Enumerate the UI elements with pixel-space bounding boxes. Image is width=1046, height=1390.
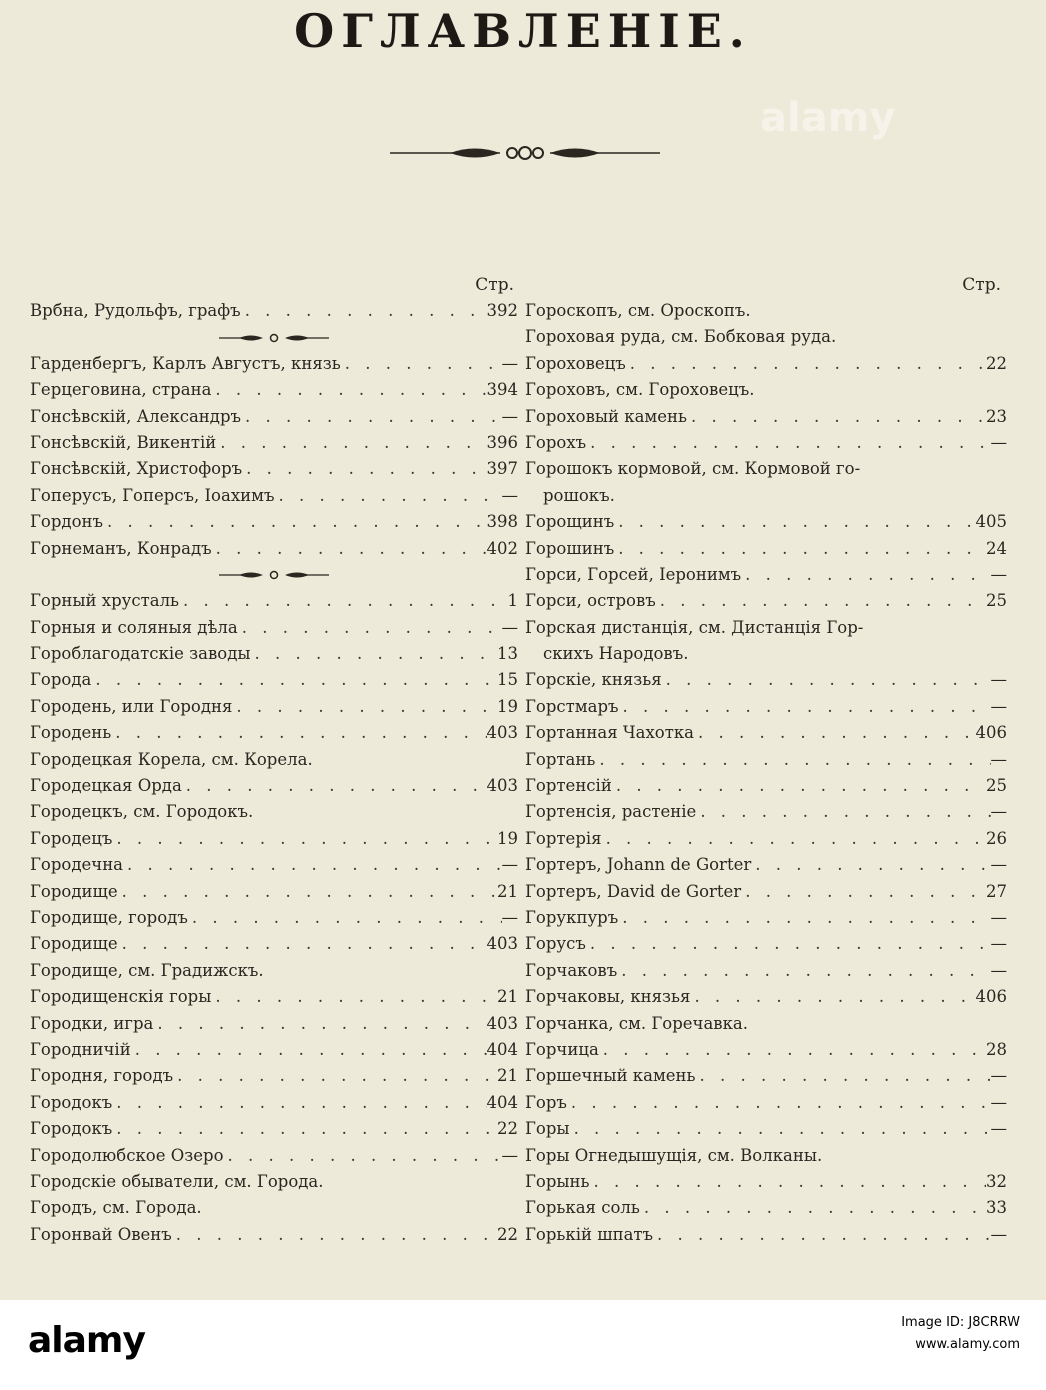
- toc-entry: [525, 1037, 1007, 1063]
- toc-entry-title: Горонвай Овенъ: [30, 1224, 172, 1244]
- dot-leader: [567, 1090, 991, 1116]
- toc-entry-title: Горукпуръ: [525, 907, 619, 927]
- toc-entry: [525, 1195, 1007, 1221]
- toc-entry: [525, 588, 1007, 614]
- toc-entry-title: Горскіе, князья: [525, 670, 662, 690]
- toc-entry: [30, 1116, 518, 1142]
- toc-entry-page: 13: [497, 644, 518, 664]
- toc-entry: [525, 773, 1007, 799]
- toc-entry-page: 32: [986, 1171, 1007, 1191]
- toc-entry-title: Горы: [525, 1119, 570, 1139]
- toc-entry-page: 403: [486, 723, 518, 743]
- toc-entry-title: Горощинъ: [525, 512, 615, 532]
- toc-entry-title: Гортенсій: [525, 776, 612, 796]
- toc-entry: [525, 1011, 1007, 1037]
- toc-entry-title: Горохъ: [525, 432, 587, 452]
- dot-leader: [111, 720, 486, 746]
- toc-entry-page: —: [501, 353, 518, 373]
- dot-leader: [172, 1222, 497, 1248]
- toc-left-list: [30, 298, 518, 1248]
- toc-entry: [30, 641, 518, 667]
- toc-entry: [30, 799, 518, 825]
- toc-entry-page: 26: [986, 828, 1007, 848]
- footer-url: www.alamy.com: [915, 1337, 1020, 1352]
- toc-entry-page: —: [990, 855, 1007, 875]
- dot-leader: [751, 852, 990, 878]
- toc-entry: [30, 1143, 518, 1169]
- dot-leader: [179, 588, 502, 614]
- dot-leader: [656, 588, 986, 614]
- dot-leader: [112, 826, 497, 852]
- dot-leader: [242, 456, 486, 482]
- dot-leader: [153, 1011, 486, 1037]
- toc-entry: [30, 298, 518, 324]
- toc-entry-title: Горный хрусталь: [30, 591, 180, 611]
- toc-entry: [525, 958, 1007, 984]
- toc-entry-page: —: [990, 1092, 1007, 1112]
- toc-entry-page: —: [501, 907, 518, 927]
- toc-entry: [525, 799, 1007, 825]
- toc-entry-title: Гороховый камень: [525, 406, 687, 426]
- toc-entry-page: 392: [486, 301, 518, 320]
- image-id: Image ID: J8CRRW: [901, 1315, 1020, 1330]
- toc-entry-page: 22: [497, 1119, 518, 1139]
- dot-leader: [741, 879, 986, 905]
- dot-leader: [694, 720, 976, 746]
- toc-entry-title: Городолюбское Озеро: [30, 1145, 224, 1165]
- toc-entry-page: —: [501, 406, 518, 426]
- dot-leader: [618, 905, 990, 931]
- toc-entry-title: Городокъ: [30, 1092, 113, 1112]
- toc-entry-title: Гороховецъ: [525, 353, 626, 373]
- toc-entry-page: 19: [497, 696, 518, 716]
- toc-entry-page: 19: [497, 828, 518, 848]
- toc-entry: [525, 1063, 1007, 1089]
- toc-entry-page: —: [990, 1119, 1007, 1139]
- toc-entry: [30, 1063, 518, 1089]
- toc-entry: [30, 694, 518, 720]
- toc-entry-page: 396: [486, 432, 518, 452]
- dot-leader: [595, 747, 990, 773]
- dot-leader: [241, 298, 487, 324]
- toc-entry-page: —: [501, 485, 518, 505]
- toc-entry: [525, 747, 1007, 773]
- toc-entry-page: 23: [986, 406, 1007, 426]
- dot-leader: [118, 879, 497, 905]
- toc-entry: [525, 852, 1007, 878]
- toc-entry-page: —: [990, 907, 1007, 927]
- toc-entry-title: Горькій шпатъ: [525, 1224, 654, 1244]
- toc-entry-title: Гортанная Чахотка: [525, 723, 694, 743]
- toc-entry-title: Горси, Горсей, Іеронимъ: [525, 564, 742, 584]
- toc-entry-page: 402: [486, 538, 518, 558]
- toc-entry: [30, 958, 518, 984]
- dot-leader: [696, 1063, 991, 1089]
- toc-entry-title: скихъ Народовъ.: [543, 644, 689, 664]
- toc-entry-title: Горская дистанція, см. Дистанція Гор-: [525, 617, 864, 637]
- watermark-text: alamy: [760, 95, 896, 141]
- toc-entry-title: Гортеръ, David de Gorter: [525, 881, 742, 901]
- dot-leader: [251, 641, 497, 667]
- toc-entry-title: Городечна: [30, 855, 124, 875]
- toc-entry: [30, 615, 518, 641]
- toc-entry-page: 1: [507, 591, 518, 611]
- dot-leader: [131, 1037, 487, 1063]
- dot-leader: [123, 852, 501, 878]
- toc-entry: [30, 430, 518, 456]
- toc-entry-title: рошокъ.: [543, 485, 615, 505]
- toc-entry-title: Горси, островъ: [525, 591, 656, 611]
- toc-entry: [30, 773, 518, 799]
- toc-entry-page: 15: [497, 670, 518, 690]
- toc-entry-title: Гороховая руда, см. Бобковая руда.: [525, 327, 837, 347]
- dot-leader: [570, 1116, 991, 1142]
- dot-leader: [216, 430, 486, 456]
- dot-leader: [118, 931, 487, 957]
- toc-entry: [30, 747, 518, 773]
- toc-entry: [30, 720, 518, 746]
- toc-entry-page: 21: [497, 881, 518, 901]
- toc-entry-title: Гортенсія, растеніе: [525, 802, 697, 822]
- toc-entry-title: Горынь: [525, 1171, 590, 1191]
- toc-entry: [525, 562, 1007, 588]
- toc-entry-page: —: [990, 749, 1007, 769]
- dot-leader: [211, 984, 497, 1010]
- toc-entry-title: Горшечный камень: [525, 1066, 696, 1086]
- dot-leader: [238, 615, 502, 641]
- toc-entry-page: —: [990, 934, 1007, 954]
- toc-entry-page: —: [990, 1066, 1007, 1086]
- toc-entry-page: —: [990, 802, 1007, 822]
- toc-entry-title: Городецкая Корела, см. Корела.: [30, 749, 313, 769]
- toc-entry-page: 24: [986, 538, 1007, 558]
- toc-entry: [525, 1169, 1007, 1195]
- toc-entry-page: 394: [486, 380, 518, 400]
- toc-entry-title: Гонсѣвскій, Христофоръ: [30, 459, 243, 479]
- dot-leader: [188, 905, 502, 931]
- toc-entry: [525, 931, 1007, 957]
- dot-leader: [612, 773, 986, 799]
- toc-entry-title: Горошокъ кормовой, см. Кормовой го-: [525, 459, 861, 479]
- toc-entry-title: Гордонъ: [30, 512, 104, 532]
- stock-footer: [0, 1300, 1046, 1390]
- toc-entry: [30, 404, 518, 430]
- dot-leader: [112, 1090, 486, 1116]
- toc-entry: [30, 852, 518, 878]
- toc-entry: [30, 879, 518, 905]
- toc-entry-page: 22: [986, 353, 1007, 373]
- toc-entry: [525, 615, 1007, 641]
- toc-entry-title: Городъ, см. Города.: [30, 1198, 202, 1218]
- toc-entry-page: 406: [975, 723, 1007, 743]
- toc-entry-title: Гоперусъ, Гоперсъ, Іоахимъ: [30, 485, 275, 505]
- section-divider-icon: [30, 562, 518, 588]
- page-title: ОГЛАВЛЕНІЕ.: [294, 4, 752, 58]
- toc-entry-title: Герцеговина, страна: [30, 380, 212, 400]
- dot-leader: [599, 1037, 986, 1063]
- toc-entry-title: Горъ: [525, 1092, 567, 1112]
- toc-entry-title: Гонсѣвскій, Александръ: [30, 406, 242, 426]
- toc-entry: [30, 1222, 518, 1248]
- toc-entry: [30, 667, 518, 693]
- toc-entry: [525, 1090, 1007, 1116]
- toc-entry-title: Горусъ: [525, 934, 586, 954]
- toc-entry-page: 404: [486, 1039, 518, 1059]
- toc-entry: [30, 1169, 518, 1195]
- toc-entry-title: Гортань: [525, 749, 596, 769]
- toc-entry: [525, 430, 1007, 456]
- toc-entry-page: 28: [986, 1039, 1007, 1059]
- toc-entry-title: Городище: [30, 881, 118, 901]
- toc-entry: [30, 351, 518, 377]
- toc-entry-page: 27: [986, 881, 1007, 901]
- toc-entry: [525, 1222, 1007, 1248]
- dot-leader: [103, 509, 486, 535]
- toc-entry-page: —: [990, 432, 1007, 452]
- toc-entry-title: Городничій: [30, 1039, 131, 1059]
- toc-entry-title: Городокъ: [30, 1119, 113, 1139]
- dot-leader: [590, 1169, 986, 1195]
- dot-leader: [212, 536, 487, 562]
- toc-entry-page: 25: [986, 591, 1007, 611]
- toc-entry-title: Городищенскія горы: [30, 987, 212, 1007]
- toc-entry-page: —: [990, 1224, 1007, 1244]
- toc-entry-title: Городецкъ, см. Городокъ.: [30, 802, 254, 822]
- toc-entry: [525, 879, 1007, 905]
- toc-right-column: [525, 272, 1007, 1248]
- dot-leader: [91, 667, 497, 693]
- toc-entry: [30, 1090, 518, 1116]
- footer-info: [901, 1312, 1020, 1356]
- dot-leader: [274, 483, 501, 509]
- dot-leader: [586, 430, 990, 456]
- toc-entry: [525, 667, 1007, 693]
- toc-entry-title: Городень: [30, 723, 112, 743]
- toc-entry: [525, 483, 1007, 509]
- toc-entry: [30, 905, 518, 931]
- toc-entry: [525, 641, 1007, 667]
- toc-entry: [525, 324, 1007, 350]
- toc-entry-title: Городень, или Городня: [30, 696, 233, 716]
- toc-entry-page: —: [990, 670, 1007, 690]
- toc-entry-page: 397: [486, 459, 518, 479]
- toc-entry-title: Городки, игра: [30, 1013, 154, 1033]
- toc-entry-page: 22: [497, 1224, 518, 1244]
- toc-entry: [30, 509, 518, 535]
- toc-entry: [525, 984, 1007, 1010]
- toc-entry-title: Гарденбергъ, Карлъ Августъ, князь: [30, 353, 341, 373]
- section-divider-icon: [30, 324, 518, 350]
- dot-leader: [241, 404, 501, 430]
- toc-entry-title: Гороскопъ, см. Ороскопъ.: [525, 301, 751, 320]
- toc-entry-title: Городище, городъ: [30, 907, 188, 927]
- dot-leader: [232, 694, 497, 720]
- dot-leader: [619, 694, 991, 720]
- toc-entry-title: Горькая соль: [525, 1198, 640, 1218]
- toc-entry-title: Гороблагодатскіе заводы: [30, 644, 251, 664]
- toc-left-column: [30, 272, 518, 1248]
- toc-entry-page: —: [501, 617, 518, 637]
- toc-entry: [525, 351, 1007, 377]
- page-column-header: Стр.: [475, 275, 514, 295]
- toc-entry-title: Горошинъ: [525, 538, 615, 558]
- dot-leader: [653, 1222, 990, 1248]
- toc-entry-title: Горчанка, см. Горечавка.: [525, 1013, 748, 1033]
- toc-entry-page: 403: [486, 1013, 518, 1033]
- toc-entry-title: Горнеманъ, Конрадъ: [30, 538, 212, 558]
- dot-leader: [112, 1116, 497, 1142]
- toc-entry: [30, 1037, 518, 1063]
- toc-entry-title: Городище: [30, 934, 118, 954]
- toc-entry: [30, 483, 518, 509]
- dot-leader: [602, 826, 986, 852]
- toc-entry-title: Горчица: [525, 1039, 599, 1059]
- toc-entry-page: 403: [486, 776, 518, 796]
- toc-entry-page: 25: [986, 776, 1007, 796]
- toc-entry-page: 398: [486, 512, 518, 532]
- toc-entry-title: Горчаковъ: [525, 960, 618, 980]
- dot-leader: [586, 931, 991, 957]
- toc-entry-title: Горстмаръ: [525, 696, 619, 716]
- dot-leader: [662, 667, 991, 693]
- toc-entry-title: Горныя и соляныя дѣла: [30, 617, 238, 637]
- toc-entry-title: Гортеръ, Johann de Gorter: [525, 855, 752, 875]
- toc-entry-title: Горы Огнедышущія, см. Волканы.: [525, 1145, 823, 1165]
- toc-entry-title: Городецкая Орда: [30, 776, 182, 796]
- toc-entry-title: Городня, городъ: [30, 1066, 174, 1086]
- toc-entry: [525, 1143, 1007, 1169]
- toc-entry-page: —: [501, 1145, 518, 1165]
- toc-entry-title: Гонсѣвскій, Викентій: [30, 432, 217, 452]
- toc-entry-title: Горчаковы, князья: [525, 987, 691, 1007]
- toc-entry: [30, 588, 518, 614]
- toc-entry-page: 404: [486, 1092, 518, 1112]
- toc-right-list: [525, 298, 1007, 1248]
- dot-leader: [211, 377, 486, 403]
- toc-entry-page: 21: [497, 987, 518, 1007]
- toc-entry: [525, 694, 1007, 720]
- toc-entry-page: —: [990, 960, 1007, 980]
- toc-entry: [525, 1116, 1007, 1142]
- toc-entry-page: 33: [986, 1198, 1007, 1218]
- toc-entry-page: —: [990, 696, 1007, 716]
- toc-entry: [525, 826, 1007, 852]
- toc-entry: [525, 720, 1007, 746]
- page-column-header: Стр.: [962, 275, 1001, 295]
- dot-leader: [614, 509, 975, 535]
- toc-entry: [525, 298, 1007, 324]
- dot-leader: [626, 351, 986, 377]
- toc-entry: [30, 1195, 518, 1221]
- toc-entry: [525, 509, 1007, 535]
- dot-leader: [182, 773, 487, 799]
- toc-entry-page: 21: [497, 1066, 518, 1086]
- toc-entry-title: Гороховъ, см. Гороховецъ.: [525, 380, 755, 400]
- toc-entry-title: Городскіе обыватели, см. Города.: [30, 1171, 324, 1191]
- toc-entry: [30, 456, 518, 482]
- toc-entry-title: Города: [30, 670, 92, 690]
- toc-entry-title: Врбна, Рудольфъ, графъ: [30, 301, 241, 320]
- dot-leader: [687, 404, 986, 430]
- alamy-logo: alamy: [28, 1320, 145, 1361]
- toc-entry: [30, 536, 518, 562]
- dot-leader: [617, 958, 990, 984]
- toc-entry-page: —: [990, 564, 1007, 584]
- ornament-divider-icon: [390, 140, 660, 166]
- dot-leader: [690, 984, 975, 1010]
- toc-entry: [525, 536, 1007, 562]
- dot-leader: [696, 799, 990, 825]
- toc-entry: [30, 984, 518, 1010]
- dot-leader: [341, 351, 502, 377]
- toc-entry-title: Городецъ: [30, 828, 113, 848]
- toc-entry-page: —: [501, 855, 518, 875]
- toc-entry: [525, 456, 1007, 482]
- toc-entry: [30, 931, 518, 957]
- dot-leader: [640, 1195, 986, 1221]
- toc-entry: [30, 1011, 518, 1037]
- toc-entry: [30, 377, 518, 403]
- dot-leader: [614, 536, 986, 562]
- toc-entry-page: 403: [486, 934, 518, 954]
- toc-entry: [525, 905, 1007, 931]
- toc-entry-title: Гортерія: [525, 828, 602, 848]
- toc-entry: [30, 826, 518, 852]
- toc-entry-page: 405: [975, 512, 1007, 532]
- toc-entry-title: Городище, см. Градижскъ.: [30, 960, 264, 980]
- dot-leader: [741, 562, 990, 588]
- toc-entry: [525, 377, 1007, 403]
- dot-leader: [224, 1143, 502, 1169]
- toc-entry-page: 406: [975, 987, 1007, 1007]
- toc-entry: [525, 404, 1007, 430]
- dot-leader: [173, 1063, 497, 1089]
